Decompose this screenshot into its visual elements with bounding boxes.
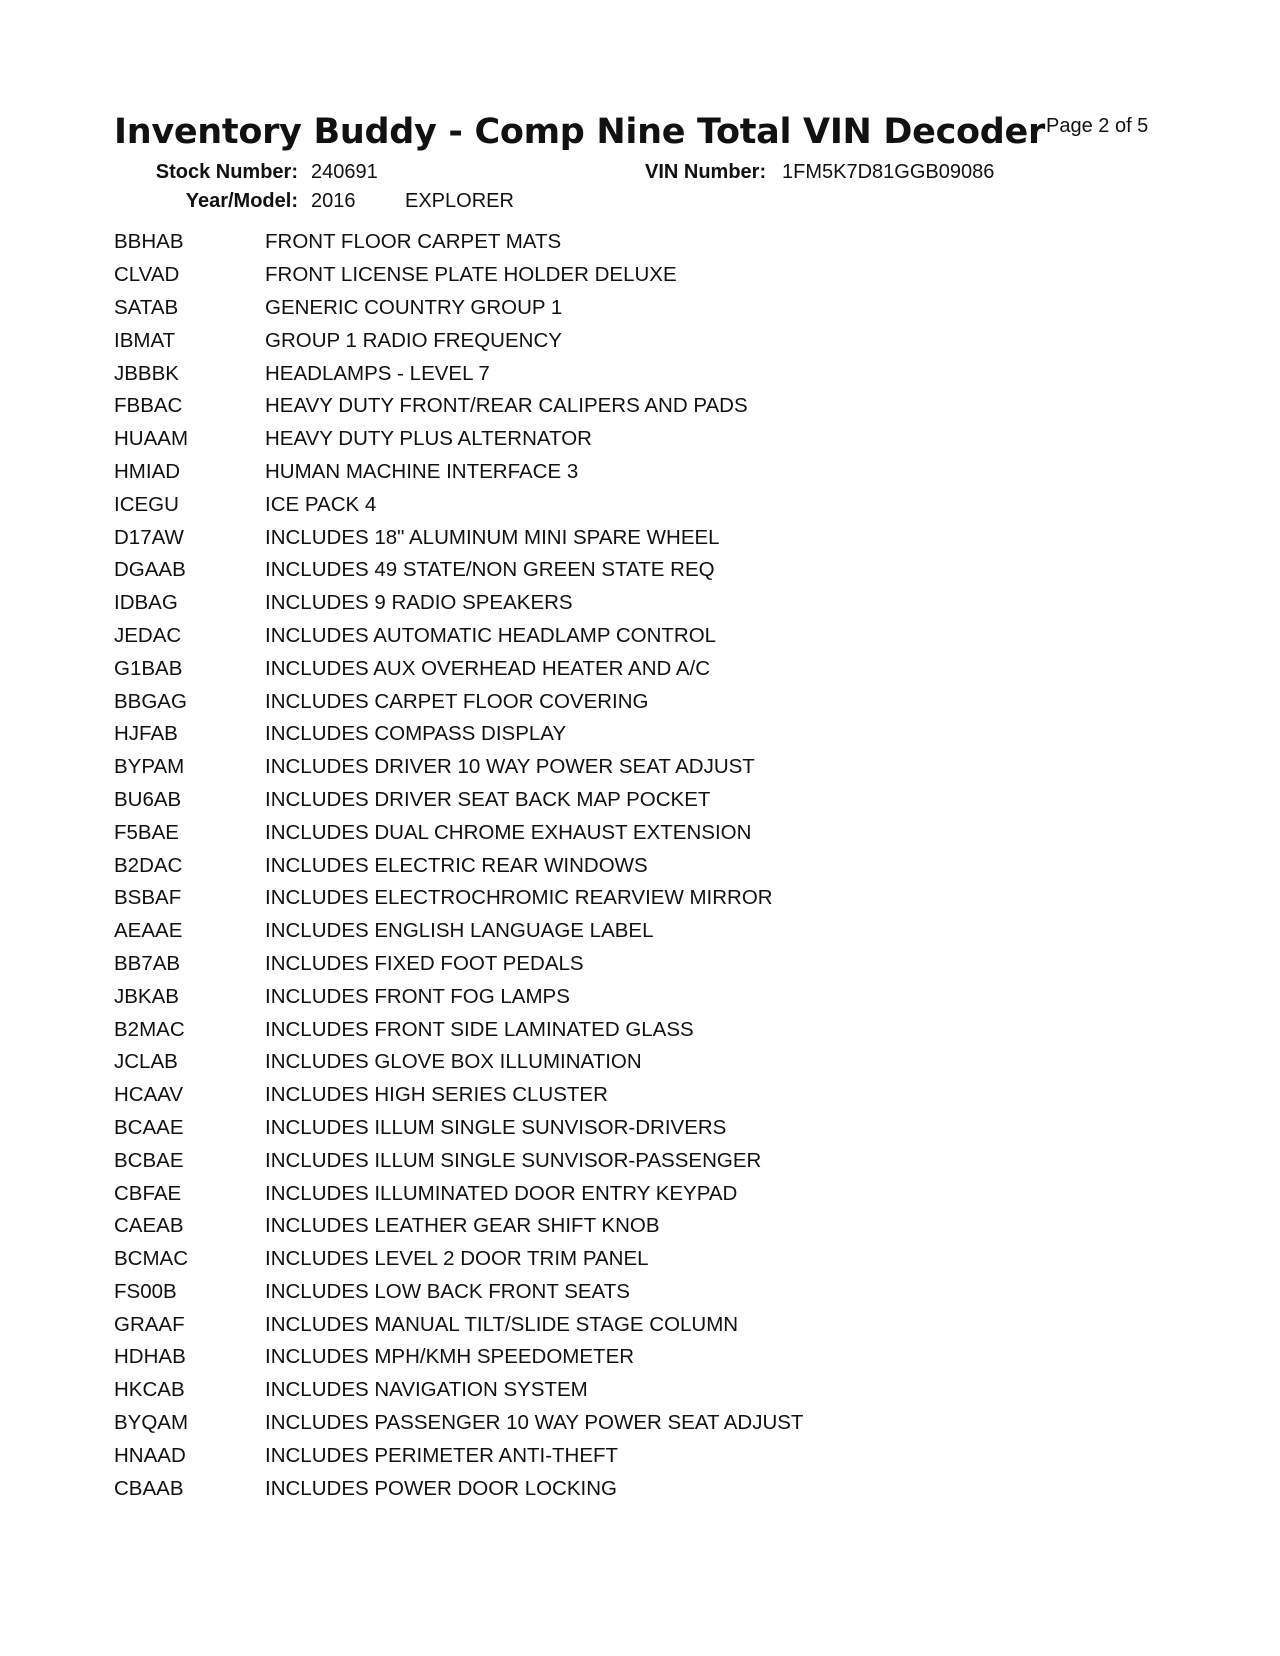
option-description: INCLUDES ENGLISH LANGUAGE LABEL [265,919,654,943]
option-row [114,1374,803,1407]
option-code: CBAAB [114,1476,184,1500]
option-description: GENERIC COUNTRY GROUP 1 [265,295,563,319]
option-code: BBHAB [114,230,184,254]
option-row [114,390,803,423]
option-code: HKCAB [114,1378,185,1402]
option-code: HMIAD [114,459,181,483]
option-code: B2DAC [114,853,183,877]
option-code: CAEAB [114,1214,184,1238]
option-code: FS00B [114,1279,177,1303]
option-description: INCLUDES 18" ALUMINUM MINI SPARE WHEEL [265,525,720,549]
option-row [114,292,803,325]
option-description: INCLUDES COMPASS DISPLAY [265,722,567,746]
option-row [114,652,803,685]
option-row [114,980,803,1013]
stock-number-value: 240691 [311,161,378,183]
option-code: FBBAC [114,394,183,418]
vin-number-label: VIN Number: [645,161,767,183]
option-description: INCLUDES POWER DOOR LOCKING [265,1476,617,1500]
option-description: ICE PACK 4 [265,492,377,516]
option-row [114,357,803,390]
option-code: BB7AB [114,951,181,975]
option-row [114,324,803,357]
option-row [114,1276,803,1309]
option-description: INCLUDES ILLUM SINGLE SUNVISOR-DRIVERS [265,1115,727,1139]
option-code: JEDAC [114,623,182,647]
option-row [114,882,803,915]
option-code: B2MAC [114,1017,185,1041]
option-description: GROUP 1 RADIO FREQUENCY [265,328,562,352]
option-code: HJFAB [114,722,178,746]
option-code: BCMAC [114,1247,189,1271]
option-code: JBBBK [114,361,179,385]
option-row [114,1407,803,1440]
option-row [114,259,803,292]
option-code: AEAAE [114,919,183,943]
option-code: BYPAM [114,755,185,779]
option-description: INCLUDES PASSENGER 10 WAY POWER SEAT ADJUST [265,1411,804,1435]
vin-number-value: 1FM5K7D81GGB09086 [782,161,995,183]
option-code: HCAAV [114,1083,184,1107]
option-code: F5BAE [114,820,179,844]
option-description: HUMAN MACHINE INTERFACE 3 [265,459,579,483]
option-code: SATAB [114,295,179,319]
option-code: BCBAE [114,1148,184,1172]
option-row [114,1341,803,1374]
option-description: FRONT LICENSE PLATE HOLDER DELUXE [265,263,677,287]
option-code: CBFAE [114,1181,182,1205]
option-description: INCLUDES CARPET FLOOR COVERING [265,689,649,713]
option-row [114,1013,803,1046]
option-row [114,816,803,849]
option-row [114,685,803,718]
model-value: EXPLORER [405,190,514,212]
option-description: INCLUDES GLOVE BOX ILLUMINATION [265,1050,642,1074]
option-code: G1BAB [114,656,183,680]
option-code: DGAAB [114,558,186,582]
option-description: HEAVY DUTY FRONT/REAR CALIPERS AND PADS [265,394,748,418]
option-row [114,915,803,948]
option-row [114,948,803,981]
option-description: INCLUDES FIXED FOOT PEDALS [265,951,584,975]
option-description: INCLUDES DRIVER SEAT BACK MAP POCKET [265,787,711,811]
stock-number-label: Stock Number: [155,161,298,183]
option-code: ICEGU [114,492,179,516]
option-row [114,521,803,554]
option-code: HNAAD [114,1443,186,1467]
option-row [114,1210,803,1243]
option-row [114,784,803,817]
option-code: JBKAB [114,984,179,1008]
option-row [114,456,803,489]
option-row [114,554,803,587]
option-row [114,226,803,259]
option-description: INCLUDES ELECTRIC REAR WINDOWS [265,853,648,877]
option-row [114,1046,803,1079]
option-row [114,1112,803,1145]
option-row [114,751,803,784]
option-description: INCLUDES HIGH SERIES CLUSTER [265,1083,608,1107]
option-code: IDBAG [114,591,178,615]
option-description: INCLUDES AUX OVERHEAD HEATER AND A/C [265,656,711,680]
option-code: D17AW [114,525,184,549]
option-description: INCLUDES DUAL CHROME EXHAUST EXTENSION [265,820,752,844]
option-code: BYQAM [114,1411,189,1435]
option-code: BSBAF [114,886,182,910]
option-code-list [114,226,803,1505]
option-description: FRONT FLOOR CARPET MATS [265,230,562,254]
option-description: INCLUDES 9 RADIO SPEAKERS [265,591,573,615]
option-description: INCLUDES ELECTROCHROMIC REARVIEW MIRROR [265,886,773,910]
option-row [114,1308,803,1341]
option-row [114,1243,803,1276]
option-description: INCLUDES ILLUM SINGLE SUNVISOR-PASSENGER [265,1148,762,1172]
option-code: HDHAB [114,1345,186,1369]
document-title: Inventory Buddy - Comp Nine Total VIN Decoder [114,112,1045,152]
option-row [114,620,803,653]
option-code: IBMAT [114,328,176,352]
option-code: BU6AB [114,787,182,811]
option-description: INCLUDES LOW BACK FRONT SEATS [265,1279,630,1303]
option-code: JCLAB [114,1050,178,1074]
option-description: INCLUDES DRIVER 10 WAY POWER SEAT ADJUST [265,755,755,779]
option-code: BCAAE [114,1115,184,1139]
option-description: INCLUDES 49 STATE/NON GREEN STATE REQ [265,558,715,582]
option-description: INCLUDES LEVEL 2 DOOR TRIM PANEL [265,1247,649,1271]
option-code: HUAAM [114,427,189,451]
option-row [114,423,803,456]
option-description: HEAVY DUTY PLUS ALTERNATOR [265,427,592,451]
year-value: 2016 [311,190,356,212]
option-description: INCLUDES ILLUMINATED DOOR ENTRY KEYPAD [265,1181,738,1205]
option-description: INCLUDES FRONT FOG LAMPS [265,984,570,1008]
option-description: HEADLAMPS - LEVEL 7 [265,361,490,385]
option-row [114,1177,803,1210]
option-code: CLVAD [114,263,180,287]
option-row [114,718,803,751]
option-code: BBGAG [114,689,187,713]
option-row [114,849,803,882]
option-code: GRAAF [114,1312,185,1336]
option-description: INCLUDES NAVIGATION SYSTEM [265,1378,588,1402]
option-description: INCLUDES MPH/KMH SPEEDOMETER [265,1345,635,1369]
option-row [114,1079,803,1112]
option-description: INCLUDES FRONT SIDE LAMINATED GLASS [265,1017,694,1041]
option-row [114,1439,803,1472]
option-row [114,1144,803,1177]
option-description: INCLUDES LEATHER GEAR SHIFT KNOB [265,1214,660,1238]
option-row [114,587,803,620]
option-row [114,1472,803,1505]
page-indicator: Page 2 of 5 [1046,115,1149,137]
option-description: INCLUDES PERIMETER ANTI-THEFT [265,1443,619,1467]
option-description: INCLUDES MANUAL TILT/SLIDE STAGE COLUMN [265,1312,739,1336]
year-model-label: Year/Model: [185,190,298,212]
option-description: INCLUDES AUTOMATIC HEADLAMP CONTROL [265,623,717,647]
option-row [114,488,803,521]
